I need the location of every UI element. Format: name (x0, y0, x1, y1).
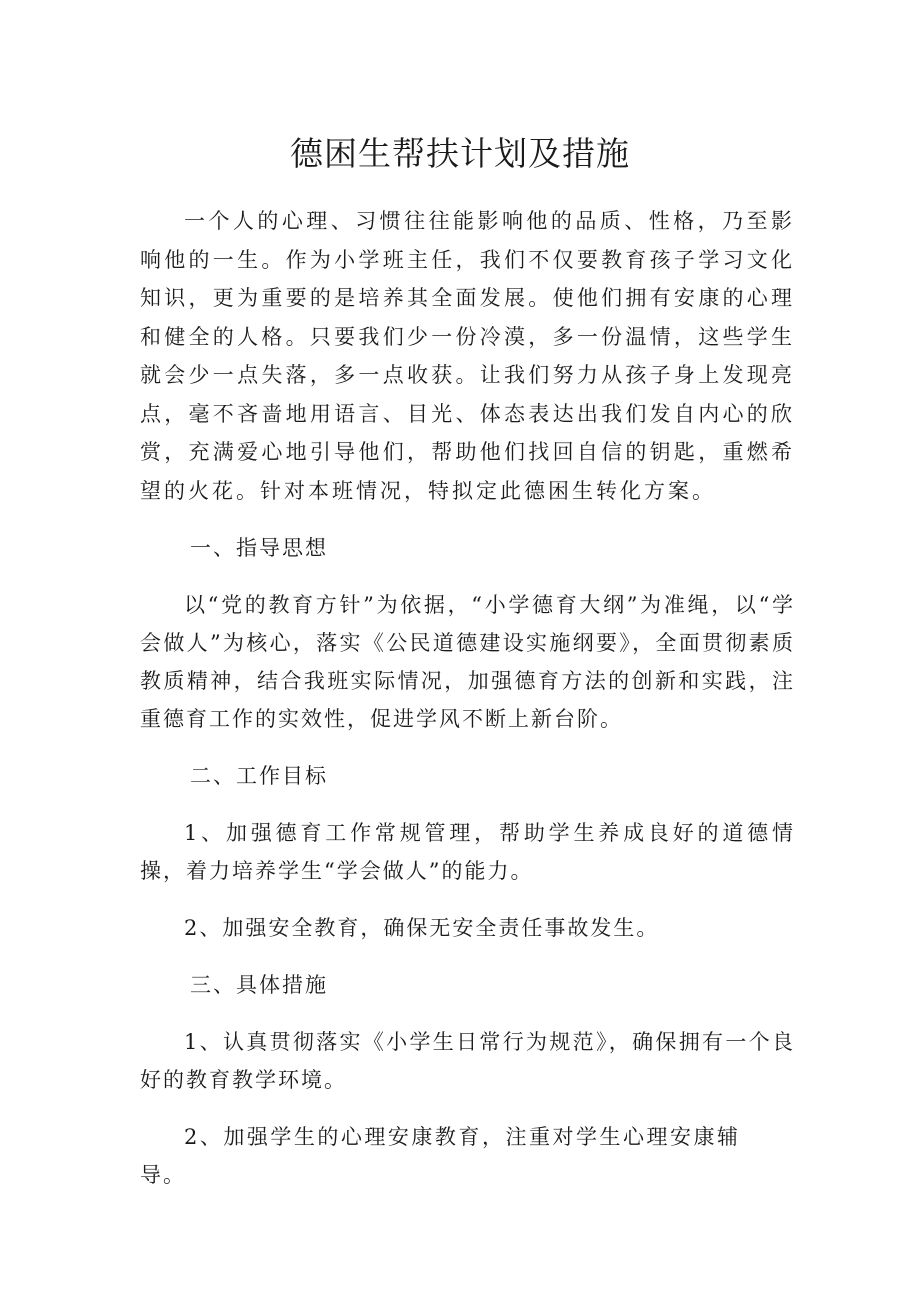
measure-item-2: 2、加强学生的心理安康教育，注重对学生心理安康辅导。 (140, 1125, 740, 1187)
guiding-ideology-paragraph: 以“党的教育方针”为依据，“小学德育大纲”为准绳，以“学会做人”为核心，落实《公民道德建设实施纲要》，全面贯彻素质教质精神，结合我班实际情况，加强德育方法的创新和实践，注重德育工作的实效性，促进学风不断上新台阶。 (140, 593, 795, 731)
intro-paragraph: 一个人的心理、习惯往往能影响他的品质、性格，乃至影响他的一生。作为小学班主任，我们不仅要教育孩子学习文化知识，更为重要的是培养其全面发展。使他们拥有安康的心理和健全的人格。只要我们少一份冷漠，多一份温情，这些学生就会少一点失落，多一点收获。让我们努力从孩子身上发现亮点，毫不吝啬地用语言、目光、体态表达出我们发自内心的欣赏，充满爱心地引导他们，帮助他们找回自信的钥匙，重燃希望的火花。针对本班情况，特拟定此德困生转化方案。 (140, 209, 795, 503)
measure-item-1: 1、认真贯彻落实《小学生日常行为规范》，确保拥有一个良好的教育教学环境。 (140, 1030, 795, 1092)
work-goal-item-1: 1、加强德育工作常规管理，帮助学生养成良好的道德情操，着力培养学生“学会做人”的能力。 (140, 821, 795, 883)
section-heading-guiding-ideology: 一、指导思想 (190, 536, 328, 560)
document-body (140, 202, 795, 1213)
work-goal-item-2: 2、加强安全教育，确保无安全责任事故发生。 (184, 916, 660, 940)
document-title: 德困生帮扶计划及措施 (290, 134, 630, 173)
section-heading-work-goals: 二、工作目标 (190, 764, 328, 788)
section-heading-specific-measures: 三、具体措施 (190, 973, 328, 997)
